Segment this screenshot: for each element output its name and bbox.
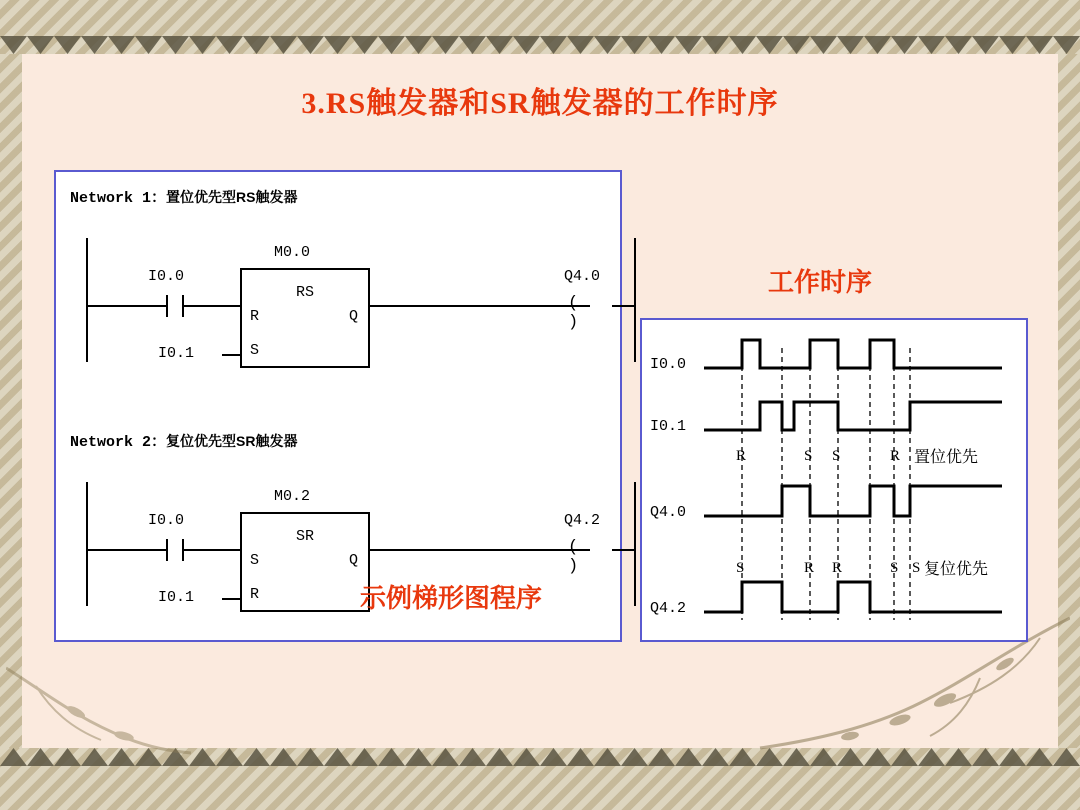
- network2-output-coil: ( ): [568, 538, 578, 576]
- left-power-rail-2: [86, 482, 88, 606]
- left-power-rail-1: [86, 238, 88, 362]
- wire-rail-to-contact-2: [86, 549, 166, 551]
- network2-instance-label: M0.2: [274, 488, 311, 505]
- network2-sr-block: [240, 512, 370, 612]
- network1-label-text: Network 1：: [70, 190, 167, 207]
- network1-pin-r: R: [250, 308, 260, 325]
- network1-pin-q: Q: [348, 308, 358, 325]
- mark-row2-1: R: [804, 560, 815, 576]
- network1-coil-label: Q4.0: [564, 268, 601, 285]
- network1-pin-s: S: [250, 342, 260, 359]
- wire-contact-to-block-1: [184, 305, 240, 307]
- signal-label-q40: Q4.0: [650, 504, 687, 521]
- branch-decoration-left: [6, 648, 196, 758]
- mark-row2-2: R: [832, 560, 843, 576]
- network2-input-label: I0.0: [148, 512, 185, 529]
- page-title: 3.RS触发器和SR触发器的工作时序: [301, 87, 779, 120]
- right-power-rail-1: [634, 238, 636, 362]
- network2-label-cn: 复位优先型SR触发器: [166, 433, 298, 449]
- decorative-band-top: [0, 0, 1080, 54]
- timing-chart: [642, 320, 1026, 640]
- network2-block-type: SR: [295, 528, 314, 545]
- triangle-row-top: [0, 36, 1080, 54]
- decorative-band-bottom: [0, 748, 1080, 810]
- network2-r-input-label: I0.1: [158, 589, 195, 606]
- network1-instance-label: M0.0: [274, 244, 311, 261]
- triangle-row-bottom: [0, 748, 1080, 766]
- mark-row1-0: R: [736, 448, 747, 464]
- decorative-side-left: [0, 54, 22, 748]
- network2-pin-s: S: [250, 552, 260, 569]
- timing-caption: 工作时序: [768, 268, 873, 297]
- mark-row1-1: S: [804, 448, 813, 464]
- network2-pin-r: R: [250, 586, 260, 603]
- network1-label: [70, 186, 297, 207]
- contact-left-bar-2: [166, 539, 168, 561]
- network1-rs-block: [240, 268, 370, 368]
- network1-output-coil: ( ): [568, 294, 578, 332]
- wire-coil-to-rail-1: [612, 305, 636, 307]
- mark-row1-3: R: [890, 448, 901, 464]
- wire-coil-to-rail-2: [612, 549, 636, 551]
- wire-contact-to-block-2: [184, 549, 240, 551]
- contact-left-bar-1: [166, 295, 168, 317]
- ladder-diagram-panel: [54, 170, 622, 642]
- wire-block-to-coil-2: [370, 549, 590, 551]
- network1-input-label: I0.0: [148, 268, 185, 285]
- timing-diagram-panel: [640, 318, 1028, 642]
- network1-s-input-label: I0.1: [158, 345, 195, 362]
- decorative-side-right: [1058, 54, 1080, 748]
- signal-label-i00: I0.0: [650, 356, 687, 373]
- mark-row1-2: S: [832, 448, 841, 464]
- network1-block-type: RS: [295, 284, 314, 301]
- ladder-caption: 示例梯形图程序: [360, 584, 543, 613]
- network1-label-cn: 置位优先型RS触发器: [166, 189, 298, 205]
- network2-label: [70, 430, 297, 451]
- note-set-priority: 置位优先: [914, 449, 979, 466]
- wire-rail-to-contact-1: [86, 305, 166, 307]
- right-power-rail-2: [634, 482, 636, 606]
- note-reset-priority: 复位优先: [924, 561, 989, 578]
- network2-label-text: Network 2：: [70, 434, 167, 451]
- mark-row2-3: S: [890, 560, 899, 576]
- wire-r-input-2: [222, 598, 242, 600]
- signal-label-q42: Q4.2: [650, 600, 687, 617]
- network2-coil-label: Q4.2: [564, 512, 601, 529]
- mark-row2-0: S: [736, 560, 745, 576]
- wire-block-to-coil-1: [370, 305, 590, 307]
- mark-row2-4: S: [912, 560, 921, 576]
- network2-pin-q: Q: [348, 552, 358, 569]
- wire-s-input-1: [222, 354, 242, 356]
- signal-label-i01: I0.1: [650, 418, 687, 435]
